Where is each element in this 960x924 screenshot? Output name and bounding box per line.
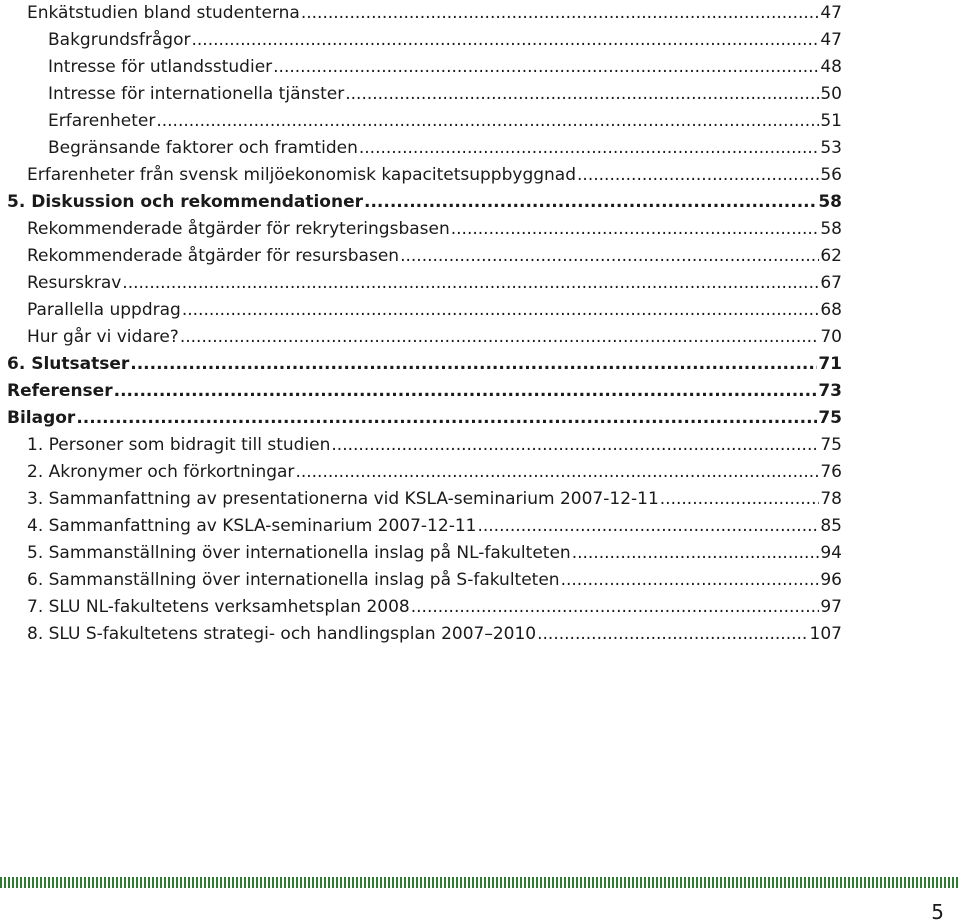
toc-leader-dots bbox=[114, 378, 818, 405]
toc-entry-page: 71 bbox=[818, 354, 842, 374]
toc-entry[interactable] bbox=[27, 162, 842, 189]
toc-leader-dots bbox=[156, 108, 819, 135]
toc-leader-dots bbox=[477, 513, 819, 540]
toc-leader-dots bbox=[76, 405, 817, 432]
toc-entry-page: 67 bbox=[820, 273, 842, 293]
toc-entry-page: 107 bbox=[809, 624, 842, 644]
toc-entry[interactable] bbox=[48, 54, 842, 81]
toc-entry-label: Bilagor bbox=[7, 408, 76, 428]
toc-leader-dots bbox=[411, 594, 820, 621]
toc-entry-page: 73 bbox=[818, 381, 842, 401]
toc-leader-dots bbox=[331, 432, 819, 459]
toc-entry[interactable] bbox=[27, 270, 842, 297]
toc-leader-dots bbox=[295, 459, 819, 486]
toc-entry-page: 48 bbox=[820, 57, 842, 77]
toc-entry-label: Rekommenderade åtgärder för rekryteringsbasen bbox=[27, 219, 450, 239]
toc-entry-label: Bakgrundsfrågor bbox=[48, 30, 191, 50]
toc-entry[interactable] bbox=[27, 216, 842, 243]
toc-entry-label: 2. Akronymer och förkortningar bbox=[27, 462, 295, 482]
toc-entry-page: 94 bbox=[820, 543, 842, 563]
decorative-stripe bbox=[0, 877, 960, 888]
toc-entry-page: 47 bbox=[820, 30, 842, 50]
toc-entry-page: 58 bbox=[820, 219, 842, 239]
toc-entry-page: 51 bbox=[820, 111, 842, 131]
toc-entry[interactable] bbox=[27, 324, 842, 351]
toc-leader-dots bbox=[130, 351, 817, 378]
toc-entry[interactable] bbox=[27, 0, 842, 27]
toc-leader-dots bbox=[182, 297, 820, 324]
toc-entry-label: 5. Diskussion och rekommendationer bbox=[7, 192, 364, 212]
toc-chapter[interactable] bbox=[7, 189, 842, 216]
toc-entry-label: 4. Sammanfattning av KSLA-seminarium 2007-12-11 bbox=[27, 516, 477, 536]
toc-leader-dots bbox=[537, 621, 808, 648]
toc-entry-label: Intresse för utlandsstudier bbox=[48, 57, 273, 77]
toc-entry-page: 53 bbox=[820, 138, 842, 158]
toc-entry[interactable] bbox=[27, 297, 842, 324]
toc-entry[interactable] bbox=[27, 432, 842, 459]
toc-entry-label: Parallella uppdrag bbox=[27, 300, 181, 320]
toc-entry-page: 50 bbox=[820, 84, 842, 104]
toc-entry-page: 85 bbox=[820, 516, 842, 536]
toc-entry[interactable] bbox=[27, 486, 842, 513]
toc-entry-page: 70 bbox=[820, 327, 842, 347]
toc-leader-dots bbox=[400, 243, 819, 270]
toc-entry-page: 78 bbox=[820, 489, 842, 509]
toc-leader-dots bbox=[572, 540, 820, 567]
toc-entry[interactable] bbox=[27, 459, 842, 486]
page-number: 5 bbox=[931, 900, 944, 924]
toc-chapter[interactable] bbox=[7, 378, 842, 405]
toc-entry-page: 68 bbox=[820, 300, 842, 320]
toc-entry[interactable] bbox=[27, 540, 842, 567]
toc-entry[interactable] bbox=[27, 594, 842, 621]
toc-entry-page: 62 bbox=[820, 246, 842, 266]
toc-leader-dots bbox=[191, 27, 819, 54]
toc-entry[interactable] bbox=[48, 81, 842, 108]
toc-leader-dots bbox=[364, 189, 817, 216]
toc-entry-label: Erfarenheter bbox=[48, 111, 156, 131]
toc-entry[interactable] bbox=[48, 108, 842, 135]
toc-entry-label: Begränsande faktorer och framtiden bbox=[48, 138, 358, 158]
toc-entry-label: Resurskrav bbox=[27, 273, 122, 293]
toc-entry-label: 6. Sammanställning över internationella inslag på S-fakulteten bbox=[27, 570, 560, 590]
toc-entry-label: 7. SLU NL-fakultetens verksamhetsplan 2008 bbox=[27, 597, 410, 617]
toc-entry[interactable] bbox=[27, 567, 842, 594]
toc-entry-page: 58 bbox=[818, 192, 842, 212]
toc-leader-dots bbox=[451, 216, 820, 243]
toc-entry-page: 75 bbox=[820, 435, 842, 455]
toc-entry[interactable] bbox=[27, 621, 842, 648]
toc-entry[interactable] bbox=[48, 27, 842, 54]
toc-leader-dots bbox=[345, 81, 819, 108]
toc-leader-dots bbox=[180, 324, 820, 351]
toc-leader-dots bbox=[561, 567, 820, 594]
toc-entry-label: Referenser bbox=[7, 381, 113, 401]
toc-leader-dots bbox=[301, 0, 820, 27]
toc-entry-page: 56 bbox=[820, 165, 842, 185]
toc-entry-label: 8. SLU S-fakultetens strategi- och handlingsplan 2007–2010 bbox=[27, 624, 537, 644]
toc-entry[interactable] bbox=[48, 135, 842, 162]
toc-entry-page: 47 bbox=[820, 3, 842, 23]
toc-entry-page: 76 bbox=[820, 462, 842, 482]
toc-entry-label: Hur går vi vidare? bbox=[27, 327, 179, 347]
toc-entry-page: 97 bbox=[820, 597, 842, 617]
toc-leader-dots bbox=[122, 270, 819, 297]
toc-entry-page: 75 bbox=[818, 408, 842, 428]
toc-leader-dots bbox=[359, 135, 819, 162]
toc-entry-label: 5. Sammanställning över internationella inslag på NL-fakulteten bbox=[27, 543, 571, 563]
toc-chapter[interactable] bbox=[7, 351, 842, 378]
toc-entry-label: 3. Sammanfattning av presentationerna vid KSLA-seminarium 2007-12-11 bbox=[27, 489, 659, 509]
toc-entry[interactable] bbox=[27, 243, 842, 270]
toc-entry-label: Rekommenderade åtgärder för resursbasen bbox=[27, 246, 400, 266]
toc-entry-label: Enkätstudien bland studenterna bbox=[27, 3, 300, 23]
toc-entry[interactable] bbox=[27, 513, 842, 540]
toc-entry-label: 1. Personer som bidragit till studien bbox=[27, 435, 331, 455]
toc-entry-label: Intresse för internationella tjänster bbox=[48, 84, 345, 104]
toc-entry-label: Erfarenheter från svensk miljöekonomisk kapacitetsuppbyggnad bbox=[27, 165, 577, 185]
toc-leader-dots bbox=[660, 486, 820, 513]
toc-entry-label: 6. Slutsatser bbox=[7, 354, 130, 374]
toc-chapter[interactable] bbox=[7, 405, 842, 432]
toc-leader-dots bbox=[273, 54, 819, 81]
toc-leader-dots bbox=[577, 162, 819, 189]
toc-entry-page: 96 bbox=[820, 570, 842, 590]
